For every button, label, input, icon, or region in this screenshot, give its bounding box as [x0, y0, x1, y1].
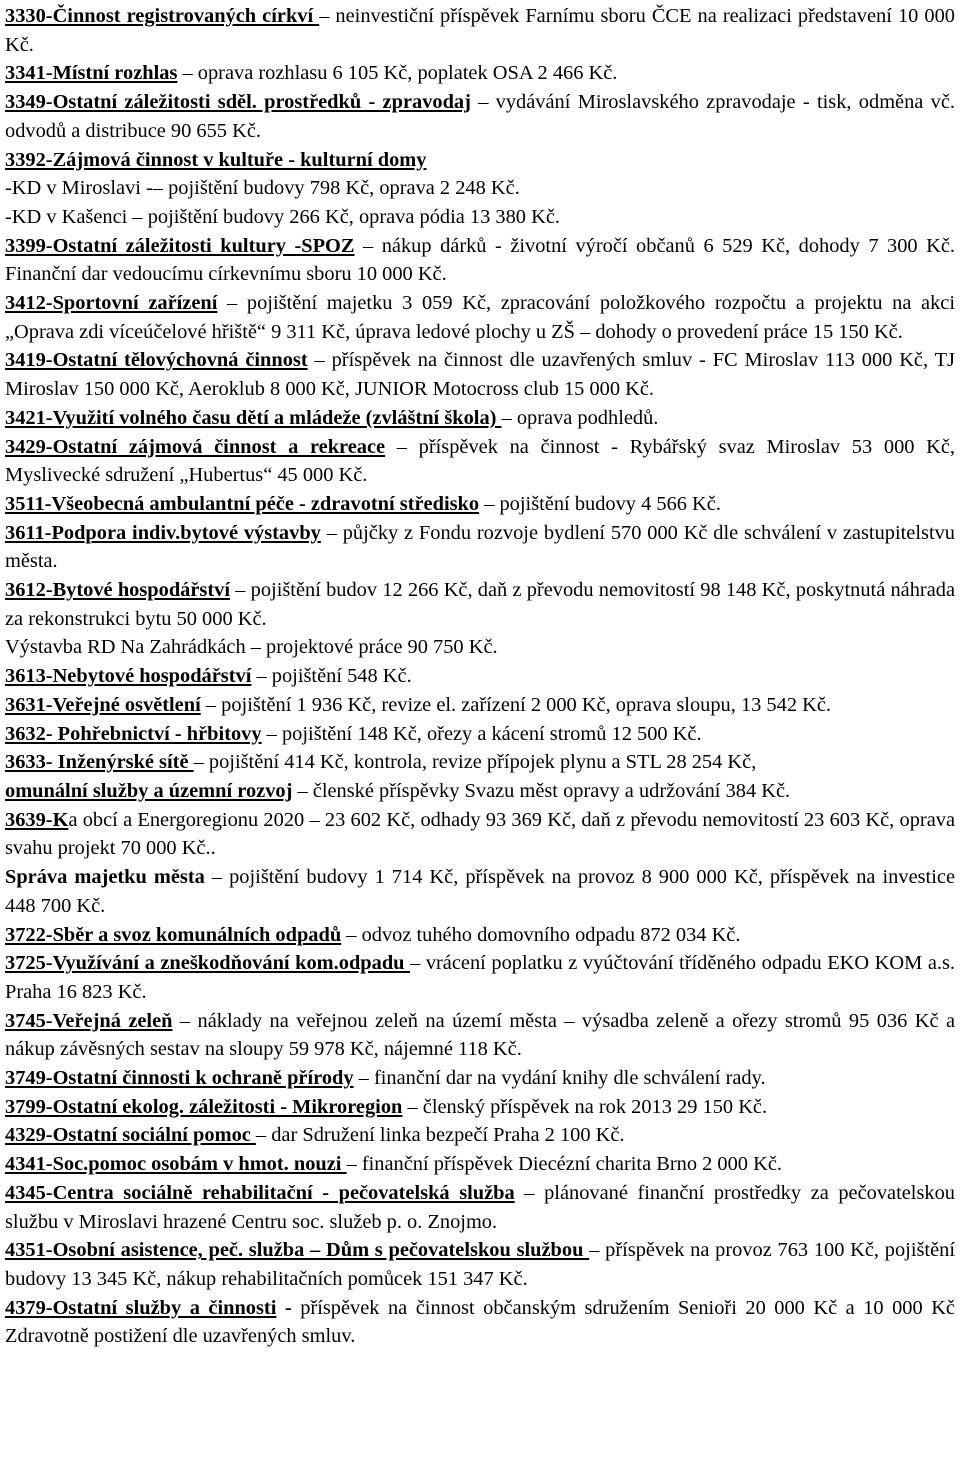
paragraph-text: – pojištění budov 12 266 Kč, daň z převodu nemovitostí 98 148 Kč, poskytnutá náhrada za rekonstrukci bytu 50 000 Kč.	[5, 579, 955, 630]
paragraph-3612	[5, 576, 955, 633]
heading-separator: -	[276, 1296, 301, 1319]
section-heading: 3412-Sportovní zařízení	[5, 292, 218, 315]
paragraph-3330	[5, 2, 955, 59]
section-heading: 4341-Soc.pomoc osobám v hmot. nouzi	[5, 1153, 347, 1176]
paragraph-3341	[5, 59, 955, 88]
paragraph-text: – finanční příspěvek Diecézní charita Brno 2 000 Kč.	[346, 1153, 782, 1176]
paragraph-3419	[5, 346, 955, 403]
paragraph-text: – nákup dárků - životní výročí občanů 6 529 Kč, dohody 7 300 Kč. Finanční dar vedoucímu církevnímu sboru 10 000 Kč.	[5, 234, 956, 286]
paragraph-text: – pojištění 148 Kč, ořezy a kácení stromů 12 500 Kč.	[261, 722, 702, 745]
paragraph-text: – pojištění 548 Kč.	[251, 665, 412, 688]
paragraph-text: – příspěvek na provoz 763 100 Kč, pojištění budovy 13 345 Kč, nákup rehabilitačních pomůcek 151 347 Kč.	[5, 1239, 956, 1290]
section-heading: 3632- Pohřebnictví - hřbitovy	[5, 722, 262, 745]
paragraph-3611	[5, 519, 955, 576]
paragraph-3725	[5, 949, 955, 1006]
paragraph-text: – vydávání Miroslavského zpravodaje - tisk, odměna vč. odvodů a distribuce 90 655 Kč.	[5, 91, 955, 142]
paragraph-text: -KD v Miroslavi -– pojištění budovy 798 Kč, oprava 2 248 Kč.	[5, 177, 520, 200]
paragraph-text: – příspěvek na činnost - Rybářský svaz Miroslav 53 000 Kč, Myslivecké sdružení „Hubertus“ 45 000 Kč.	[5, 435, 956, 487]
section-heading: 3749-Ostatní činnosti k ochraně přírody	[5, 1067, 354, 1090]
paragraph-3745	[5, 1007, 955, 1064]
paragraph-text: – příspěvek na činnost dle uzavřených smluv - FC Miroslav 113 000 Kč, TJ Miroslav 150 000 Kč, Aeroklub 8 000 Kč, JUNIOR Motocross club 15 000 Kč.	[5, 349, 955, 401]
paragraph-text: – pojištění 414 Kč, kontrola, revize přípojek plynu a STL 28 254 Kč,	[193, 751, 757, 774]
paragraph-text: – odvoz tuhého domovního odpadu 872 034 Kč.	[341, 923, 741, 946]
paragraph-3429	[5, 433, 955, 490]
paragraph-text: – členské příspěvky Svazu měst opravy a udržování 384 Kč.	[292, 779, 791, 802]
section-heading: 4351-Osobní asistence, peč. služba – Dům s pečovatelskou službou	[5, 1239, 590, 1262]
paragraph-4329	[5, 1121, 955, 1150]
section-heading: 4379-Ostatní služby a činnosti	[5, 1296, 277, 1319]
paragraph-text: a obcí a Energoregionu 2020 – 23 602 Kč, odhady 93 369 Kč, daň z převodu nemovitostí 23 603 Kč, oprava svahu projekt 70 000 Kč..	[5, 808, 955, 860]
paragraph-text: – pojištění majetku 3 059 Kč, zpracování položkového rozpočtu a projektu na akci „Oprava zdi víceúčelové hřiště“ 9 311 Kč, úprava ledové plochy u ZŠ – dohody o provedení práce 15 150 Kč.	[5, 292, 955, 343]
paragraph-text: – oprava rozhlasu 6 105 Kč, poplatek OSA 2 466 Kč.	[177, 62, 618, 85]
section-heading: 4329-Ostatní sociální pomoc	[5, 1124, 256, 1147]
paragraph-text: – dar Sdružení linka bezpečí Praha 2 100 Kč.	[255, 1124, 625, 1147]
paragraph-kd-kasenec	[5, 203, 955, 232]
paragraph-sprava-majetku	[5, 863, 955, 920]
paragraph-3511	[5, 490, 955, 519]
paragraph-text: – členský příspěvek na rok 2013 29 150 Kč.	[402, 1095, 768, 1118]
section-heading: 3631-Veřejné osvětlení	[5, 693, 201, 716]
paragraph-text: – plánované finanční prostředky za pečovatelskou službu v Miroslavi hrazené Centru soc. služeb p. o. Znojmo.	[5, 1181, 955, 1233]
paragraph-text: – pojištění budovy 1 714 Kč, příspěvek na provoz 8 900 000 Kč, příspěvek na investice 448 700 Kč.	[5, 866, 955, 917]
paragraph-kd-miroslav	[5, 174, 955, 203]
paragraph-4345	[5, 1179, 955, 1236]
section-heading: 3392-Zájmová činnost v kultuře - kulturní domy	[5, 148, 427, 171]
paragraph-4341	[5, 1150, 955, 1179]
paragraph-text: – pojištění 1 936 Kč, revize el. zařízení 2 000 Kč, oprava sloupu, 13 542 Kč.	[200, 693, 831, 716]
section-heading: 4345-Centra sociálně rehabilitační - pečovatelská služba	[5, 1181, 515, 1204]
paragraph-text: -KD v Kašenci – pojištění budovy 266 Kč, oprava pódia 13 380 Kč.	[5, 205, 560, 228]
paragraph-3639	[5, 806, 955, 863]
paragraph-4351	[5, 1236, 955, 1293]
section-heading: 3419-Ostatní tělovýchovná činnost	[5, 349, 308, 372]
paragraph-text: příspěvek na činnost občanským sdružením Senioři 20 000 Kč a 10 000 Kč Zdravotně postižení dle uzavřených smluv.	[5, 1296, 955, 1348]
section-heading: 3611-Podpora indiv.bytové výstavby	[5, 521, 321, 544]
section-heading: 3429-Ostatní zájmová činnost a rekreace	[5, 435, 386, 458]
paragraph-text: Výstavba RD Na Zahrádkách – projektové práce 90 750 Kč.	[5, 636, 498, 659]
section-heading: 3612-Bytové hospodářství	[5, 579, 230, 602]
paragraph-3722	[5, 921, 955, 950]
paragraph-3631	[5, 691, 955, 720]
paragraph-text: – půjčky z Fondu rozvoje bydlení 570 000 Kč dle schválení v zastupitelstvu města.	[5, 521, 956, 573]
section-heading: 3349-Ostatní záležitosti sděl. prostředků - zpravodaj	[5, 91, 471, 114]
section-heading: 3722-Sběr a svoz komunálních odpadů	[5, 923, 342, 946]
paragraph-3392	[5, 146, 955, 175]
paragraph-text: – oprava podhledů.	[501, 406, 659, 429]
section-heading: 3799-Ostatní ekolog. záležitosti - Mikroregion	[5, 1095, 403, 1118]
section-heading: 3341-Místní rozhlas	[5, 62, 178, 85]
paragraph-text: – vrácení poplatku z vyúčtování tříděného odpadu EKO KOM a.s. Praha 16 823 Kč.	[5, 952, 955, 1003]
paragraph-text: – náklady na veřejnou zeleň na území města – výsadba zeleně a ořezy stromů 95 036 Kč a nákup závěsných sestav na sloupy 59 978 Kč, nájemné 118 Kč.	[5, 1009, 956, 1061]
section-heading: 3613-Nebytové hospodářství	[5, 665, 252, 688]
paragraph-3421	[5, 404, 955, 433]
section-heading: 3725-Využívání a zneškodňování kom.odpadu	[5, 952, 411, 975]
paragraph-3799	[5, 1093, 955, 1122]
paragraph-3749	[5, 1064, 955, 1093]
paragraph-3633	[5, 748, 955, 777]
paragraph-3613	[5, 662, 955, 691]
paragraph-text: – finanční dar na vydání knihy dle schválení rady.	[353, 1067, 766, 1090]
paragraph-4379	[5, 1294, 955, 1351]
paragraph-3632	[5, 720, 955, 749]
paragraph-3349	[5, 88, 955, 145]
section-heading: 3330-Činnost registrovaných církví	[5, 5, 320, 27]
section-heading: 3421-Využití volného času dětí a mládeže (zvláštní škola)	[5, 406, 502, 429]
section-heading: Správa majetku města	[5, 866, 205, 889]
section-heading: 3511-Všeobecná ambulantní péče - zdravotní středisko	[5, 492, 480, 515]
section-heading: 3399-Ostatní záležitosti kultury -SPOZ	[5, 234, 355, 257]
section-heading: omunální služby a územní rozvoj	[5, 779, 293, 802]
section-heading: 3745-Veřejná zeleň	[5, 1009, 173, 1032]
paragraph-text: – neinvestiční příspěvek Farnímu sboru ČCE na realizaci představení 10 000 Kč.	[5, 5, 955, 56]
section-heading: 3633- Inženýrské sítě	[5, 751, 194, 774]
paragraph-text: – pojištění budovy 4 566 Kč.	[479, 492, 721, 515]
paragraph-komunalni-sluzby	[5, 777, 955, 806]
paragraph-vystavba-rd	[5, 633, 955, 662]
paragraph-3412	[5, 289, 955, 346]
section-heading: 3639-K	[5, 808, 69, 831]
paragraph-3399	[5, 232, 955, 289]
